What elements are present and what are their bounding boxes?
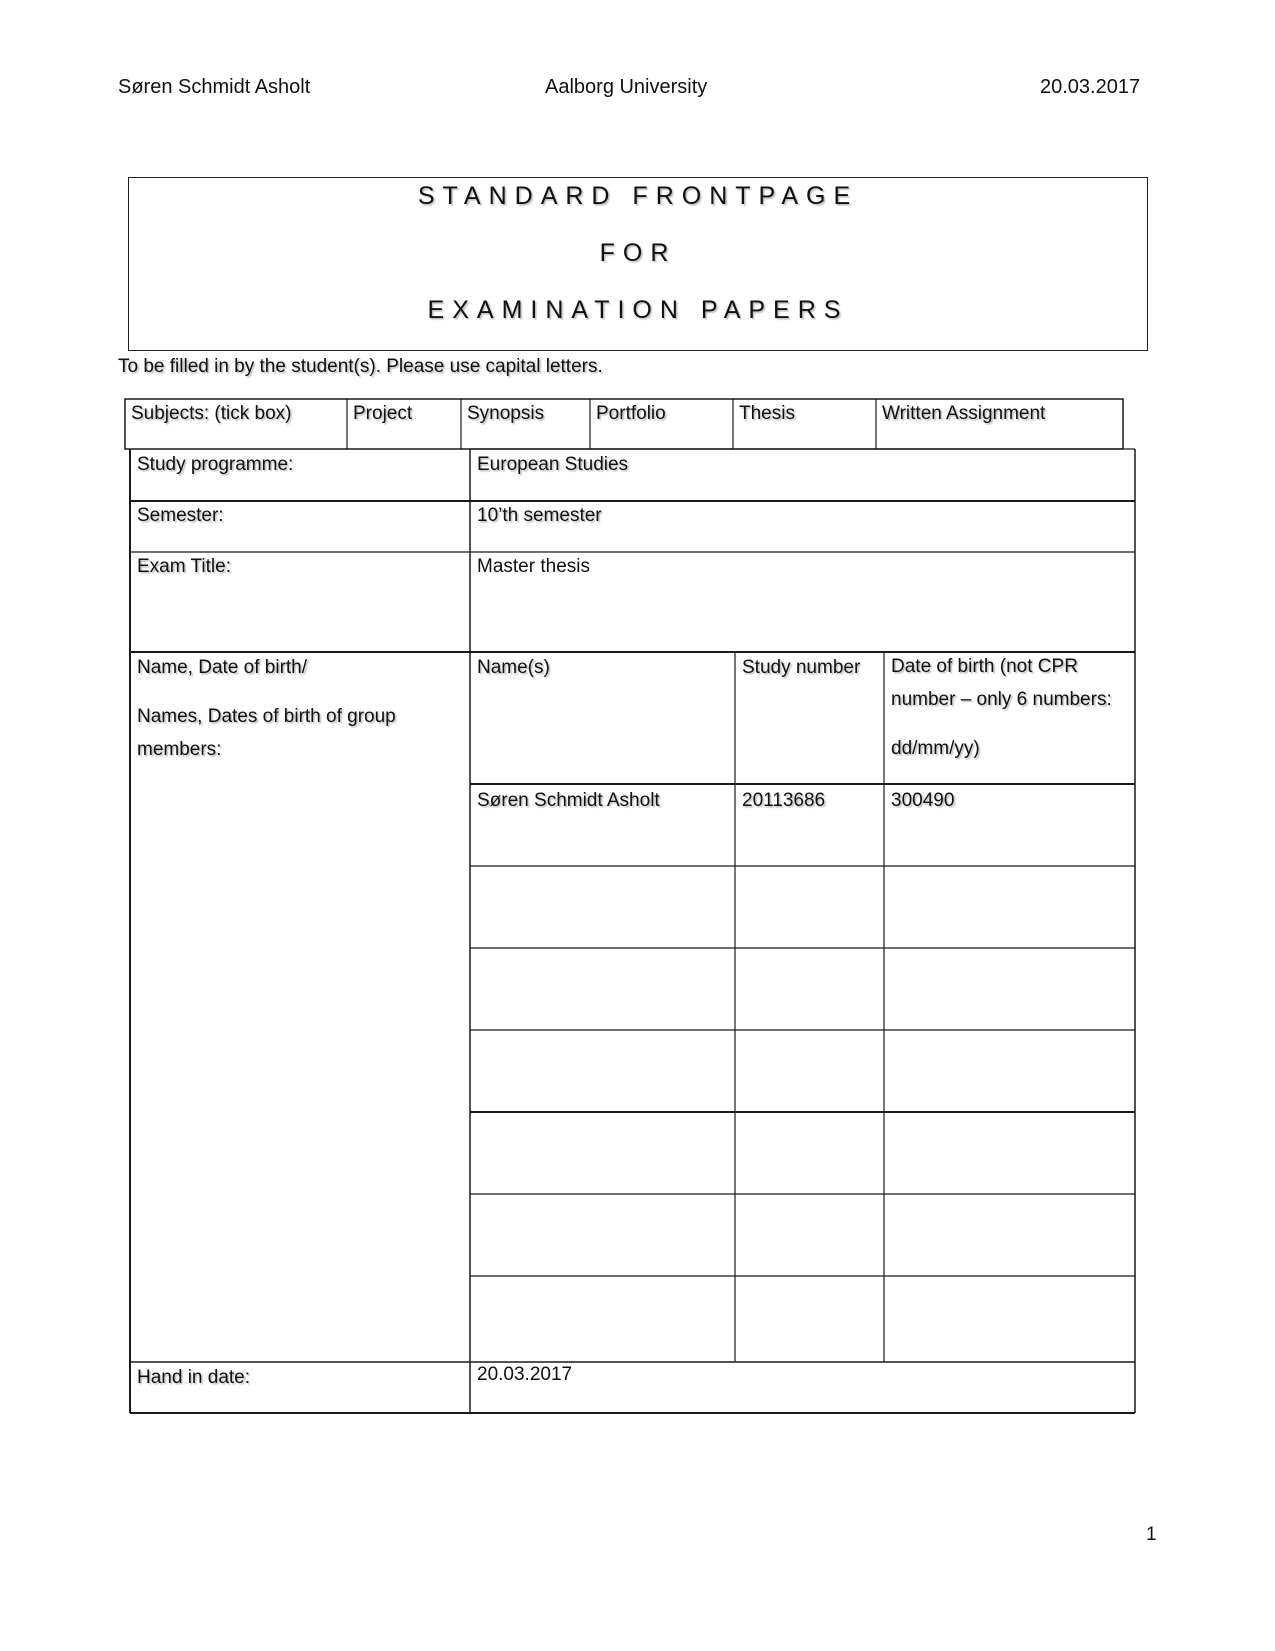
- exam-title-value[interactable]: Master thesis: [477, 556, 590, 577]
- instructions-text: To be filled in by the student(s). Please use capital letters.: [118, 356, 603, 377]
- title-line-2: FOR: [599, 239, 677, 267]
- header-date: 20.03.2017: [1040, 76, 1141, 98]
- study-programme-value[interactable]: European Studies: [477, 454, 629, 475]
- semester-value[interactable]: 10’th semester: [477, 505, 602, 526]
- col-header-study-number: Study number: [742, 657, 861, 678]
- col-header-dob: Date of birth (not CPR number – only 6 numbers:: [891, 656, 1112, 710]
- member-study-number[interactable]: 20113686: [742, 790, 826, 811]
- member-name[interactable]: Søren Schmidt Asholt: [477, 790, 660, 811]
- subjects-label: Subjects: (tick box): [131, 403, 292, 424]
- study-programme-label: Study programme:: [137, 454, 294, 475]
- title-line-3: EXAMINATION PAPERS: [427, 296, 849, 324]
- subject-option-portfolio[interactable]: Portfolio: [596, 403, 666, 424]
- col-header-dob-format: dd/mm/yy): [891, 738, 980, 759]
- member-dob[interactable]: 300490: [891, 790, 955, 811]
- subject-option-thesis[interactable]: Thesis: [739, 403, 795, 424]
- hand-in-label: Hand in date:: [137, 1367, 251, 1388]
- semester-label: Semester:: [137, 505, 224, 526]
- subject-option-written-assignment[interactable]: Written Assignment: [882, 403, 1046, 424]
- header-author: Søren Schmidt Asholt: [118, 76, 311, 98]
- subject-option-synopsis[interactable]: Synopsis: [467, 403, 545, 424]
- title-line-1: STANDARD FRONTPAGE: [417, 182, 859, 210]
- exam-title-label: Exam Title:: [137, 556, 231, 577]
- members-label-line1: Name, Date of birth/: [137, 657, 308, 678]
- header-university: Aalborg University: [545, 76, 708, 98]
- members-label-line2: Names, Dates of birth of group members:: [137, 706, 396, 760]
- col-header-names: Name(s): [477, 657, 550, 678]
- subject-option-project[interactable]: Project: [353, 403, 413, 424]
- page-number: 1: [1146, 1524, 1157, 1545]
- hand-in-value[interactable]: 20.03.2017: [477, 1364, 573, 1385]
